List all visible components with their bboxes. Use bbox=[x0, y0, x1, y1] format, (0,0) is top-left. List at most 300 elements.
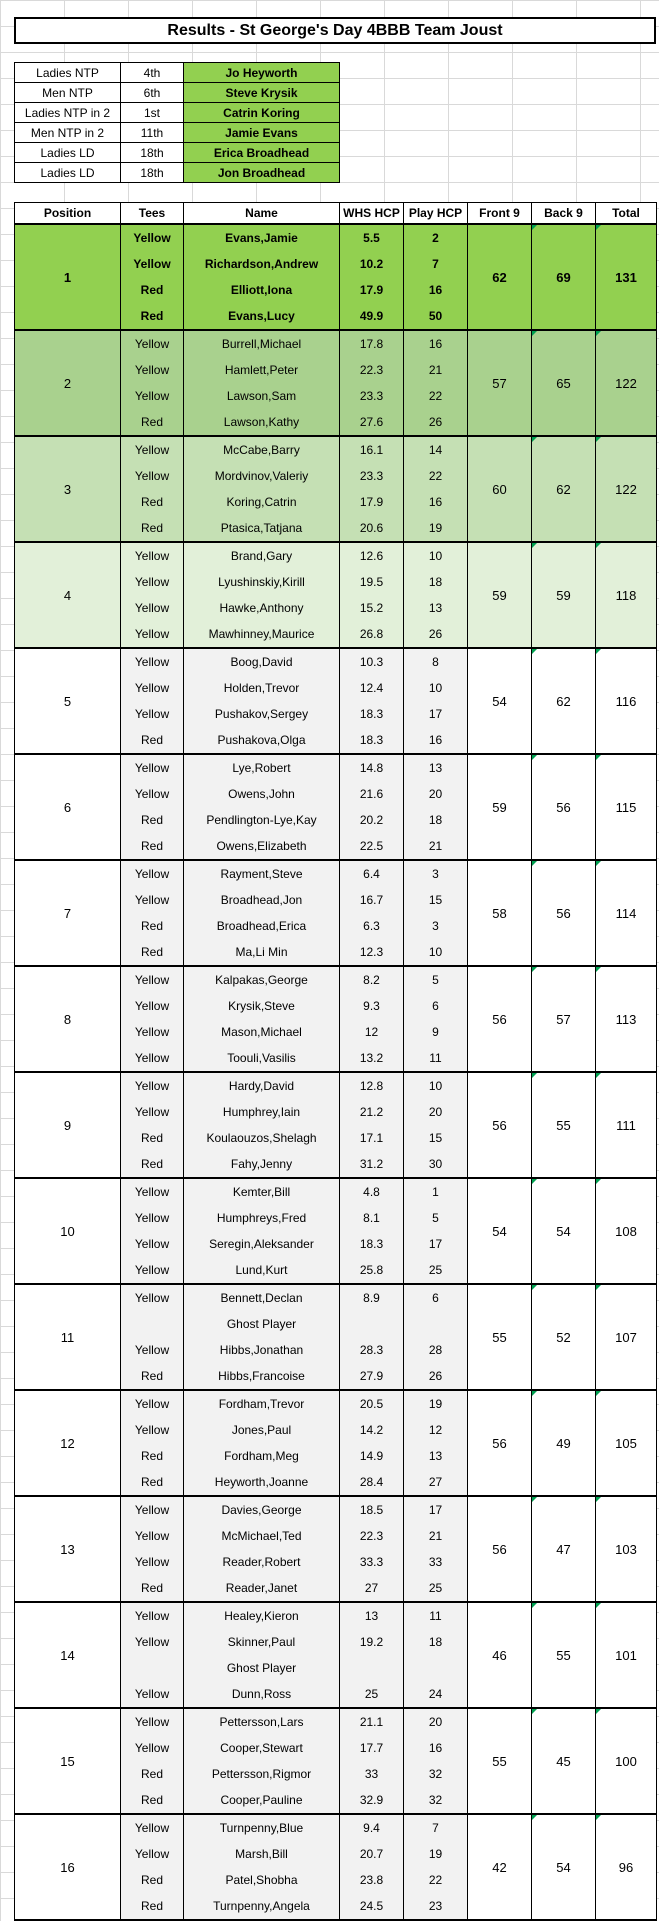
player-whs-hcp[interactable]: 28.3 bbox=[340, 1337, 404, 1363]
player-name[interactable]: Koulaouzos,Shelagh bbox=[184, 1125, 340, 1151]
player-play-hcp[interactable]: 10 bbox=[404, 542, 468, 569]
team-position[interactable]: 15 bbox=[15, 1708, 121, 1814]
player-tees[interactable]: Red bbox=[121, 1363, 184, 1390]
header-total[interactable]: Total bbox=[596, 203, 657, 225]
player-tees[interactable]: Yellow bbox=[121, 595, 184, 621]
team-front-9[interactable]: 55 bbox=[468, 1284, 532, 1390]
player-play-hcp[interactable]: 26 bbox=[404, 409, 468, 436]
player-play-hcp[interactable]: 25 bbox=[404, 1257, 468, 1284]
player-play-hcp[interactable]: 13 bbox=[404, 754, 468, 781]
player-whs-hcp[interactable]: 12.4 bbox=[340, 675, 404, 701]
player-whs-hcp[interactable]: 16.7 bbox=[340, 887, 404, 913]
player-play-hcp[interactable]: 26 bbox=[404, 621, 468, 648]
player-name[interactable]: Lye,Robert bbox=[184, 754, 340, 781]
player-name[interactable]: Krysik,Steve bbox=[184, 993, 340, 1019]
team-total[interactable]: 111 bbox=[596, 1072, 657, 1178]
player-name[interactable]: Mordvinov,Valeriy bbox=[184, 463, 340, 489]
team-position[interactable]: 13 bbox=[15, 1496, 121, 1602]
player-tees[interactable]: Yellow bbox=[121, 330, 184, 357]
team-total[interactable]: 116 bbox=[596, 648, 657, 754]
player-name[interactable]: Bennett,Declan bbox=[184, 1284, 340, 1311]
player-whs-hcp[interactable]: 14.9 bbox=[340, 1443, 404, 1469]
player-tees[interactable]: Yellow bbox=[121, 781, 184, 807]
player-tees[interactable]: Yellow bbox=[121, 1814, 184, 1841]
player-whs-hcp[interactable]: 10.2 bbox=[340, 251, 404, 277]
player-play-hcp[interactable]: 32 bbox=[404, 1761, 468, 1787]
award-label[interactable]: Ladies LD bbox=[15, 143, 121, 163]
player-play-hcp[interactable]: 6 bbox=[404, 1284, 468, 1311]
player-whs-hcp[interactable]: 12.8 bbox=[340, 1072, 404, 1099]
team-back-9[interactable]: 52 bbox=[532, 1284, 596, 1390]
player-tees[interactable]: Yellow bbox=[121, 1178, 184, 1205]
player-tees[interactable]: Yellow bbox=[121, 542, 184, 569]
team-total[interactable]: 105 bbox=[596, 1390, 657, 1496]
player-name[interactable]: Koring,Catrin bbox=[184, 489, 340, 515]
header-tees[interactable]: Tees bbox=[121, 203, 184, 225]
team-back-9[interactable]: 55 bbox=[532, 1072, 596, 1178]
player-play-hcp[interactable]: 10 bbox=[404, 939, 468, 966]
player-name[interactable]: Mawhinney,Maurice bbox=[184, 621, 340, 648]
team-back-9[interactable]: 65 bbox=[532, 330, 596, 436]
player-whs-hcp[interactable]: 16.1 bbox=[340, 436, 404, 463]
team-position[interactable]: 14 bbox=[15, 1602, 121, 1708]
player-whs-hcp[interactable]: 13.2 bbox=[340, 1045, 404, 1072]
player-tees[interactable]: Yellow bbox=[121, 701, 184, 727]
award-winner[interactable]: Erica Broadhead bbox=[184, 143, 340, 163]
player-play-hcp[interactable]: 6 bbox=[404, 993, 468, 1019]
player-name[interactable]: Cooper,Stewart bbox=[184, 1735, 340, 1761]
player-tees[interactable]: Yellow bbox=[121, 1708, 184, 1735]
player-name[interactable]: Lawson,Sam bbox=[184, 383, 340, 409]
team-total[interactable]: 103 bbox=[596, 1496, 657, 1602]
player-tees[interactable]: Red bbox=[121, 1761, 184, 1787]
player-whs-hcp[interactable]: 8.9 bbox=[340, 1284, 404, 1311]
player-whs-hcp[interactable]: 18.5 bbox=[340, 1496, 404, 1523]
player-tees[interactable]: Yellow bbox=[121, 1523, 184, 1549]
player-tees[interactable]: Yellow bbox=[121, 1735, 184, 1761]
player-name[interactable]: Healey,Kieron bbox=[184, 1602, 340, 1629]
player-name[interactable]: Marsh,Bill bbox=[184, 1841, 340, 1867]
header-position[interactable]: Position bbox=[15, 203, 121, 225]
player-tees[interactable]: Yellow bbox=[121, 1284, 184, 1311]
player-play-hcp[interactable]: 17 bbox=[404, 1496, 468, 1523]
player-play-hcp[interactable]: 9 bbox=[404, 1019, 468, 1045]
player-name[interactable]: Lund,Kurt bbox=[184, 1257, 340, 1284]
player-name[interactable]: Pendlington-Lye,Kay bbox=[184, 807, 340, 833]
player-tees[interactable]: Yellow bbox=[121, 1231, 184, 1257]
player-tees[interactable]: Yellow bbox=[121, 1681, 184, 1708]
player-tees[interactable]: Red bbox=[121, 1787, 184, 1814]
player-whs-hcp[interactable]: 6.3 bbox=[340, 913, 404, 939]
player-whs-hcp[interactable]: 5.5 bbox=[340, 224, 404, 251]
player-play-hcp[interactable]: 16 bbox=[404, 1735, 468, 1761]
player-tees[interactable]: Yellow bbox=[121, 1841, 184, 1867]
team-front-9[interactable]: 46 bbox=[468, 1602, 532, 1708]
team-position[interactable]: 8 bbox=[15, 966, 121, 1072]
player-play-hcp[interactable]: 15 bbox=[404, 887, 468, 913]
player-whs-hcp[interactable]: 19.5 bbox=[340, 569, 404, 595]
team-position[interactable]: 7 bbox=[15, 860, 121, 966]
player-tees[interactable]: Red bbox=[121, 727, 184, 754]
player-tees[interactable]: Yellow bbox=[121, 463, 184, 489]
player-play-hcp[interactable]: 18 bbox=[404, 807, 468, 833]
team-total[interactable]: 101 bbox=[596, 1602, 657, 1708]
player-tees[interactable]: Yellow bbox=[121, 1257, 184, 1284]
team-back-9[interactable]: 62 bbox=[532, 648, 596, 754]
award-winner[interactable]: Jamie Evans bbox=[184, 123, 340, 143]
player-name[interactable]: Pettersson,Rigmor bbox=[184, 1761, 340, 1787]
player-play-hcp[interactable]: 21 bbox=[404, 1523, 468, 1549]
player-whs-hcp[interactable]: 17.9 bbox=[340, 489, 404, 515]
player-name[interactable]: Pettersson,Lars bbox=[184, 1708, 340, 1735]
player-name[interactable]: Pushakova,Olga bbox=[184, 727, 340, 754]
player-name[interactable]: Owens,John bbox=[184, 781, 340, 807]
player-tees[interactable]: Red bbox=[121, 807, 184, 833]
team-front-9[interactable]: 56 bbox=[468, 966, 532, 1072]
team-front-9[interactable]: 54 bbox=[468, 648, 532, 754]
team-total[interactable]: 122 bbox=[596, 436, 657, 542]
player-name[interactable]: Lawson,Kathy bbox=[184, 409, 340, 436]
player-name[interactable]: Kemter,Bill bbox=[184, 1178, 340, 1205]
award-label[interactable]: Ladies NTP bbox=[15, 63, 121, 83]
player-name[interactable]: Broadhead,Jon bbox=[184, 887, 340, 913]
player-whs-hcp[interactable]: 8.1 bbox=[340, 1205, 404, 1231]
player-whs-hcp[interactable]: 26.8 bbox=[340, 621, 404, 648]
player-tees[interactable]: Red bbox=[121, 1575, 184, 1602]
player-name[interactable]: Ptasica,Tatjana bbox=[184, 515, 340, 542]
player-play-hcp[interactable]: 19 bbox=[404, 515, 468, 542]
player-tees[interactable]: Red bbox=[121, 1893, 184, 1920]
team-position[interactable]: 3 bbox=[15, 436, 121, 542]
player-whs-hcp[interactable]: 18.3 bbox=[340, 701, 404, 727]
player-tees[interactable] bbox=[121, 1311, 184, 1337]
team-back-9[interactable]: 69 bbox=[532, 224, 596, 330]
team-back-9[interactable]: 55 bbox=[532, 1602, 596, 1708]
award-label[interactable]: Men NTP in 2 bbox=[15, 123, 121, 143]
player-tees[interactable]: Red bbox=[121, 515, 184, 542]
player-tees[interactable]: Red bbox=[121, 1443, 184, 1469]
player-play-hcp[interactable]: 11 bbox=[404, 1045, 468, 1072]
team-total[interactable]: 131 bbox=[596, 224, 657, 330]
player-whs-hcp[interactable]: 8.2 bbox=[340, 966, 404, 993]
player-tees[interactable]: Yellow bbox=[121, 860, 184, 887]
player-tees[interactable]: Yellow bbox=[121, 966, 184, 993]
player-tees[interactable]: Yellow bbox=[121, 1205, 184, 1231]
player-name[interactable]: Fahy,Jenny bbox=[184, 1151, 340, 1178]
player-whs-hcp[interactable]: 17.8 bbox=[340, 330, 404, 357]
player-tees[interactable]: Yellow bbox=[121, 1045, 184, 1072]
team-total[interactable]: 96 bbox=[596, 1814, 657, 1920]
player-whs-hcp[interactable]: 17.1 bbox=[340, 1125, 404, 1151]
player-whs-hcp[interactable]: 23.3 bbox=[340, 383, 404, 409]
player-whs-hcp[interactable]: 13 bbox=[340, 1602, 404, 1629]
award-hole[interactable]: 1st bbox=[121, 103, 184, 123]
player-name[interactable]: Hamlett,Peter bbox=[184, 357, 340, 383]
player-whs-hcp[interactable]: 32.9 bbox=[340, 1787, 404, 1814]
player-whs-hcp[interactable]: 27.6 bbox=[340, 409, 404, 436]
player-tees[interactable] bbox=[121, 1655, 184, 1681]
player-name[interactable]: Turnpenny,Angela bbox=[184, 1893, 340, 1920]
player-play-hcp[interactable]: 10 bbox=[404, 675, 468, 701]
player-name[interactable]: Reader,Robert bbox=[184, 1549, 340, 1575]
player-play-hcp[interactable]: 16 bbox=[404, 330, 468, 357]
team-front-9[interactable]: 56 bbox=[468, 1496, 532, 1602]
player-tees[interactable]: Yellow bbox=[121, 1417, 184, 1443]
player-whs-hcp[interactable]: 4.8 bbox=[340, 1178, 404, 1205]
team-back-9[interactable]: 45 bbox=[532, 1708, 596, 1814]
player-tees[interactable]: Red bbox=[121, 1125, 184, 1151]
player-play-hcp[interactable]: 14 bbox=[404, 436, 468, 463]
player-name[interactable]: Hibbs,Francoise bbox=[184, 1363, 340, 1390]
team-position[interactable]: 16 bbox=[15, 1814, 121, 1920]
player-name[interactable]: Skinner,Paul bbox=[184, 1629, 340, 1655]
player-tees[interactable]: Yellow bbox=[121, 1390, 184, 1417]
header-back-9[interactable]: Back 9 bbox=[532, 203, 596, 225]
header-name[interactable]: Name bbox=[184, 203, 340, 225]
player-tees[interactable]: Yellow bbox=[121, 648, 184, 675]
player-tees[interactable]: Yellow bbox=[121, 993, 184, 1019]
award-hole[interactable]: 4th bbox=[121, 63, 184, 83]
player-play-hcp[interactable]: 16 bbox=[404, 277, 468, 303]
player-whs-hcp[interactable]: 22.3 bbox=[340, 357, 404, 383]
team-back-9[interactable]: 47 bbox=[532, 1496, 596, 1602]
player-whs-hcp[interactable]: 19.2 bbox=[340, 1629, 404, 1655]
player-name[interactable]: Evans,Lucy bbox=[184, 303, 340, 330]
team-front-9[interactable]: 62 bbox=[468, 224, 532, 330]
player-whs-hcp[interactable] bbox=[340, 1655, 404, 1681]
player-name[interactable]: Reader,Janet bbox=[184, 1575, 340, 1602]
player-whs-hcp[interactable] bbox=[340, 1311, 404, 1337]
player-tees[interactable]: Yellow bbox=[121, 1019, 184, 1045]
team-back-9[interactable]: 56 bbox=[532, 754, 596, 860]
player-whs-hcp[interactable]: 21.1 bbox=[340, 1708, 404, 1735]
team-back-9[interactable]: 62 bbox=[532, 436, 596, 542]
player-tees[interactable]: Yellow bbox=[121, 1337, 184, 1363]
player-play-hcp[interactable]: 18 bbox=[404, 569, 468, 595]
player-play-hcp[interactable]: 21 bbox=[404, 357, 468, 383]
player-tees[interactable]: Red bbox=[121, 833, 184, 860]
player-name[interactable]: Ma,Li Min bbox=[184, 939, 340, 966]
award-winner[interactable]: Catrin Koring bbox=[184, 103, 340, 123]
player-name[interactable]: Ghost Player bbox=[184, 1311, 340, 1337]
player-whs-hcp[interactable]: 21.2 bbox=[340, 1099, 404, 1125]
player-whs-hcp[interactable]: 12.3 bbox=[340, 939, 404, 966]
player-name[interactable]: Owens,Elizabeth bbox=[184, 833, 340, 860]
player-name[interactable]: Pushakov,Sergey bbox=[184, 701, 340, 727]
player-play-hcp[interactable]: 3 bbox=[404, 860, 468, 887]
award-winner[interactable]: Jo Heyworth bbox=[184, 63, 340, 83]
player-play-hcp[interactable]: 13 bbox=[404, 595, 468, 621]
player-whs-hcp[interactable]: 31.2 bbox=[340, 1151, 404, 1178]
team-position[interactable]: 9 bbox=[15, 1072, 121, 1178]
player-whs-hcp[interactable]: 23.8 bbox=[340, 1867, 404, 1893]
player-play-hcp[interactable]: 1 bbox=[404, 1178, 468, 1205]
team-total[interactable]: 108 bbox=[596, 1178, 657, 1284]
team-back-9[interactable]: 54 bbox=[532, 1178, 596, 1284]
player-name[interactable]: Fordham,Meg bbox=[184, 1443, 340, 1469]
header-front-9[interactable]: Front 9 bbox=[468, 203, 532, 225]
player-whs-hcp[interactable]: 20.2 bbox=[340, 807, 404, 833]
player-play-hcp[interactable]: 17 bbox=[404, 701, 468, 727]
player-whs-hcp[interactable]: 20.5 bbox=[340, 1390, 404, 1417]
player-play-hcp[interactable]: 22 bbox=[404, 1867, 468, 1893]
player-play-hcp[interactable]: 32 bbox=[404, 1787, 468, 1814]
player-name[interactable]: Jones,Paul bbox=[184, 1417, 340, 1443]
player-whs-hcp[interactable]: 17.7 bbox=[340, 1735, 404, 1761]
player-tees[interactable]: Yellow bbox=[121, 887, 184, 913]
team-front-9[interactable]: 42 bbox=[468, 1814, 532, 1920]
player-name[interactable]: Davies,George bbox=[184, 1496, 340, 1523]
team-front-9[interactable]: 54 bbox=[468, 1178, 532, 1284]
player-play-hcp[interactable]: 24 bbox=[404, 1681, 468, 1708]
player-tees[interactable]: Yellow bbox=[121, 383, 184, 409]
award-hole[interactable]: 18th bbox=[121, 143, 184, 163]
team-front-9[interactable]: 60 bbox=[468, 436, 532, 542]
player-play-hcp[interactable] bbox=[404, 1311, 468, 1337]
player-play-hcp[interactable]: 20 bbox=[404, 781, 468, 807]
team-position[interactable]: 2 bbox=[15, 330, 121, 436]
player-play-hcp[interactable] bbox=[404, 1655, 468, 1681]
player-name[interactable]: Kalpakas,George bbox=[184, 966, 340, 993]
team-front-9[interactable]: 59 bbox=[468, 754, 532, 860]
player-whs-hcp[interactable]: 18.3 bbox=[340, 727, 404, 754]
player-play-hcp[interactable]: 21 bbox=[404, 833, 468, 860]
player-play-hcp[interactable]: 22 bbox=[404, 463, 468, 489]
player-play-hcp[interactable]: 25 bbox=[404, 1575, 468, 1602]
team-total[interactable]: 115 bbox=[596, 754, 657, 860]
player-play-hcp[interactable]: 20 bbox=[404, 1708, 468, 1735]
player-whs-hcp[interactable]: 12.6 bbox=[340, 542, 404, 569]
player-name[interactable]: Rayment,Steve bbox=[184, 860, 340, 887]
player-name[interactable]: Turnpenny,Blue bbox=[184, 1814, 340, 1841]
player-name[interactable]: Hawke,Anthony bbox=[184, 595, 340, 621]
player-name[interactable]: Seregin,Aleksander bbox=[184, 1231, 340, 1257]
player-name[interactable]: Cooper,Pauline bbox=[184, 1787, 340, 1814]
player-play-hcp[interactable]: 17 bbox=[404, 1231, 468, 1257]
player-name[interactable]: Brand,Gary bbox=[184, 542, 340, 569]
player-play-hcp[interactable]: 16 bbox=[404, 489, 468, 515]
team-front-9[interactable]: 55 bbox=[468, 1708, 532, 1814]
player-tees[interactable]: Red bbox=[121, 1151, 184, 1178]
player-tees[interactable]: Red bbox=[121, 1469, 184, 1496]
player-whs-hcp[interactable]: 24.5 bbox=[340, 1893, 404, 1920]
team-position[interactable]: 1 bbox=[15, 224, 121, 330]
team-front-9[interactable]: 57 bbox=[468, 330, 532, 436]
player-play-hcp[interactable]: 13 bbox=[404, 1443, 468, 1469]
award-label[interactable]: Men NTP bbox=[15, 83, 121, 103]
player-tees[interactable]: Yellow bbox=[121, 1496, 184, 1523]
player-whs-hcp[interactable]: 27 bbox=[340, 1575, 404, 1602]
player-name[interactable]: McMichael,Ted bbox=[184, 1523, 340, 1549]
player-whs-hcp[interactable]: 21.6 bbox=[340, 781, 404, 807]
player-tees[interactable]: Yellow bbox=[121, 357, 184, 383]
player-whs-hcp[interactable]: 12 bbox=[340, 1019, 404, 1045]
player-whs-hcp[interactable]: 49.9 bbox=[340, 303, 404, 330]
player-name[interactable]: Ghost Player bbox=[184, 1655, 340, 1681]
team-total[interactable]: 100 bbox=[596, 1708, 657, 1814]
player-whs-hcp[interactable]: 28.4 bbox=[340, 1469, 404, 1496]
header-whs-hcp[interactable]: WHS HCP bbox=[340, 203, 404, 225]
player-play-hcp[interactable]: 5 bbox=[404, 966, 468, 993]
player-name[interactable]: Toouli,Vasilis bbox=[184, 1045, 340, 1072]
player-whs-hcp[interactable]: 23.3 bbox=[340, 463, 404, 489]
player-tees[interactable]: Red bbox=[121, 1867, 184, 1893]
team-position[interactable]: 5 bbox=[15, 648, 121, 754]
player-tees[interactable]: Red bbox=[121, 409, 184, 436]
player-name[interactable]: McCabe,Barry bbox=[184, 436, 340, 463]
team-total[interactable]: 122 bbox=[596, 330, 657, 436]
player-play-hcp[interactable]: 7 bbox=[404, 251, 468, 277]
player-name[interactable]: Dunn,Ross bbox=[184, 1681, 340, 1708]
player-play-hcp[interactable]: 30 bbox=[404, 1151, 468, 1178]
player-name[interactable]: Fordham,Trevor bbox=[184, 1390, 340, 1417]
player-name[interactable]: Broadhead,Erica bbox=[184, 913, 340, 939]
player-play-hcp[interactable]: 15 bbox=[404, 1125, 468, 1151]
player-name[interactable]: Richardson,Andrew bbox=[184, 251, 340, 277]
header-play-hcp[interactable]: Play HCP bbox=[404, 203, 468, 225]
player-tees[interactable]: Yellow bbox=[121, 224, 184, 251]
player-tees[interactable]: Yellow bbox=[121, 1072, 184, 1099]
player-name[interactable]: Hardy,David bbox=[184, 1072, 340, 1099]
player-name[interactable]: Patel,Shobha bbox=[184, 1867, 340, 1893]
player-tees[interactable]: Yellow bbox=[121, 1602, 184, 1629]
team-position[interactable]: 4 bbox=[15, 542, 121, 648]
player-name[interactable]: Evans,Jamie bbox=[184, 224, 340, 251]
team-position[interactable]: 11 bbox=[15, 1284, 121, 1390]
team-position[interactable]: 10 bbox=[15, 1178, 121, 1284]
team-front-9[interactable]: 59 bbox=[468, 542, 532, 648]
player-play-hcp[interactable]: 5 bbox=[404, 1205, 468, 1231]
award-hole[interactable]: 18th bbox=[121, 163, 184, 183]
team-total[interactable]: 107 bbox=[596, 1284, 657, 1390]
player-name[interactable]: Holden,Trevor bbox=[184, 675, 340, 701]
team-front-9[interactable]: 58 bbox=[468, 860, 532, 966]
player-tees[interactable]: Yellow bbox=[121, 1629, 184, 1655]
player-whs-hcp[interactable]: 9.4 bbox=[340, 1814, 404, 1841]
award-winner[interactable]: Jon Broadhead bbox=[184, 163, 340, 183]
player-tees[interactable]: Yellow bbox=[121, 436, 184, 463]
team-position[interactable]: 12 bbox=[15, 1390, 121, 1496]
player-whs-hcp[interactable]: 27.9 bbox=[340, 1363, 404, 1390]
player-play-hcp[interactable]: 22 bbox=[404, 383, 468, 409]
team-back-9[interactable]: 54 bbox=[532, 1814, 596, 1920]
player-tees[interactable]: Red bbox=[121, 939, 184, 966]
player-tees[interactable]: Yellow bbox=[121, 754, 184, 781]
player-play-hcp[interactable]: 19 bbox=[404, 1841, 468, 1867]
player-play-hcp[interactable]: 10 bbox=[404, 1072, 468, 1099]
award-label[interactable]: Ladies LD bbox=[15, 163, 121, 183]
team-back-9[interactable]: 49 bbox=[532, 1390, 596, 1496]
player-play-hcp[interactable]: 3 bbox=[404, 913, 468, 939]
player-whs-hcp[interactable]: 20.7 bbox=[340, 1841, 404, 1867]
team-position[interactable]: 6 bbox=[15, 754, 121, 860]
player-name[interactable]: Lyushinskiy,Kirill bbox=[184, 569, 340, 595]
player-play-hcp[interactable]: 8 bbox=[404, 648, 468, 675]
team-total[interactable]: 118 bbox=[596, 542, 657, 648]
player-whs-hcp[interactable]: 25.8 bbox=[340, 1257, 404, 1284]
player-whs-hcp[interactable]: 17.9 bbox=[340, 277, 404, 303]
award-hole[interactable]: 6th bbox=[121, 83, 184, 103]
team-back-9[interactable]: 59 bbox=[532, 542, 596, 648]
player-play-hcp[interactable]: 12 bbox=[404, 1417, 468, 1443]
player-tees[interactable]: Red bbox=[121, 913, 184, 939]
player-name[interactable]: Hibbs,Jonathan bbox=[184, 1337, 340, 1363]
player-whs-hcp[interactable]: 9.3 bbox=[340, 993, 404, 1019]
player-name[interactable]: Elliott,Iona bbox=[184, 277, 340, 303]
player-tees[interactable]: Yellow bbox=[121, 1099, 184, 1125]
player-play-hcp[interactable]: 23 bbox=[404, 1893, 468, 1920]
player-whs-hcp[interactable]: 10.3 bbox=[340, 648, 404, 675]
